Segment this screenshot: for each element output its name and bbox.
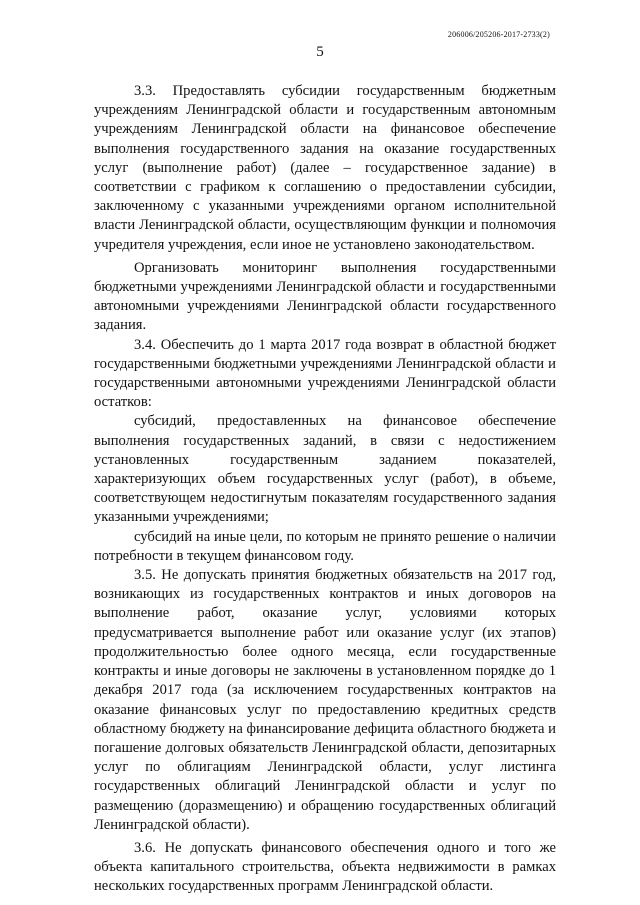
paragraph-monitoring: Организовать мониторинг выполнения государственными бюджетными учреждениями Ленинградской области и государственными автономными учреждениями Ленинградской области государственного задания. [94,259,556,334]
paragraph-subsidies-other: субсидий на иные цели, по которым не принято решение о наличии потребности в текущем финансовом году. [94,528,556,564]
page-number: 5 [316,44,324,60]
paragraph-3-6: 3.6. Не допускать финансового обеспечения одного и того же объекта капитального строительства, объекта недвижимости в рамках нескольких государственных программ Ленинградской области. [94,839,556,895]
paragraph-subsidies-tasks: субсидий, предоставленных на финансовое обеспечение выполнения государственных заданий, в связи с недостижением установленных государственным заданием показателей, характеризующих объем государственных услуг (работ), в объеме, соответствующем недостигнутым показателям государственного задания указанными учреждениями; [94,413,556,526]
document-body [94,82,556,897]
paragraph-3-3: 3.3. Предоставлять субсидии государственным бюджетным учреждениям Ленинградской области и государственным автономным учреждениям Ленинградской области на финансовое обеспечение выполнения государственного задания на оказание государственных услуг (выполнение работ) (далее – государственное задание) в соответствии с графиком к соглашению о предоставлении субсидии, заключенному с указанными учреждениями органом исполнительной власти Ленинградской области, осуществляющим функции и полномочия учредителя учреждения, если иное не установлено законодательством. [94,83,556,253]
document-id: 206006/205206-2017-2733(2) [447,30,550,39]
paragraph-3-5: 3.5. Не допускать принятия бюджетных обязательств на 2017 год, возникающих из государственных контрактов и иных договоров на выполнение работ, оказание услуг, условиями которых предусматривается выполнение работ или оказание услуг (их этапов) продолжительностью более одного месяца, если государственные контракты и иные договоры не заключены в установленном порядке до 1 декабря 2017 года (за исключением государственных контрактов на оказание финансовых услуг по предоставлению кредитных средств областному бюджету на финансирование дефицита областного бюджета и погашение долговых обязательств Ленинградской области, депозитарных услуг по облигациям Ленинградской области, услуг листинга государственных облигаций Ленинградской области и услуг по размещению (доразмещению) и обращению государственных облигаций Ленинградской области). [94,567,556,833]
paragraph-3-4: 3.4. Обеспечить до 1 марта 2017 года возврат в областной бюджет государственными бюджетными учреждениями Ленинградской области и государственными автономными учреждениями Ленинградской области остатков: [94,336,556,411]
